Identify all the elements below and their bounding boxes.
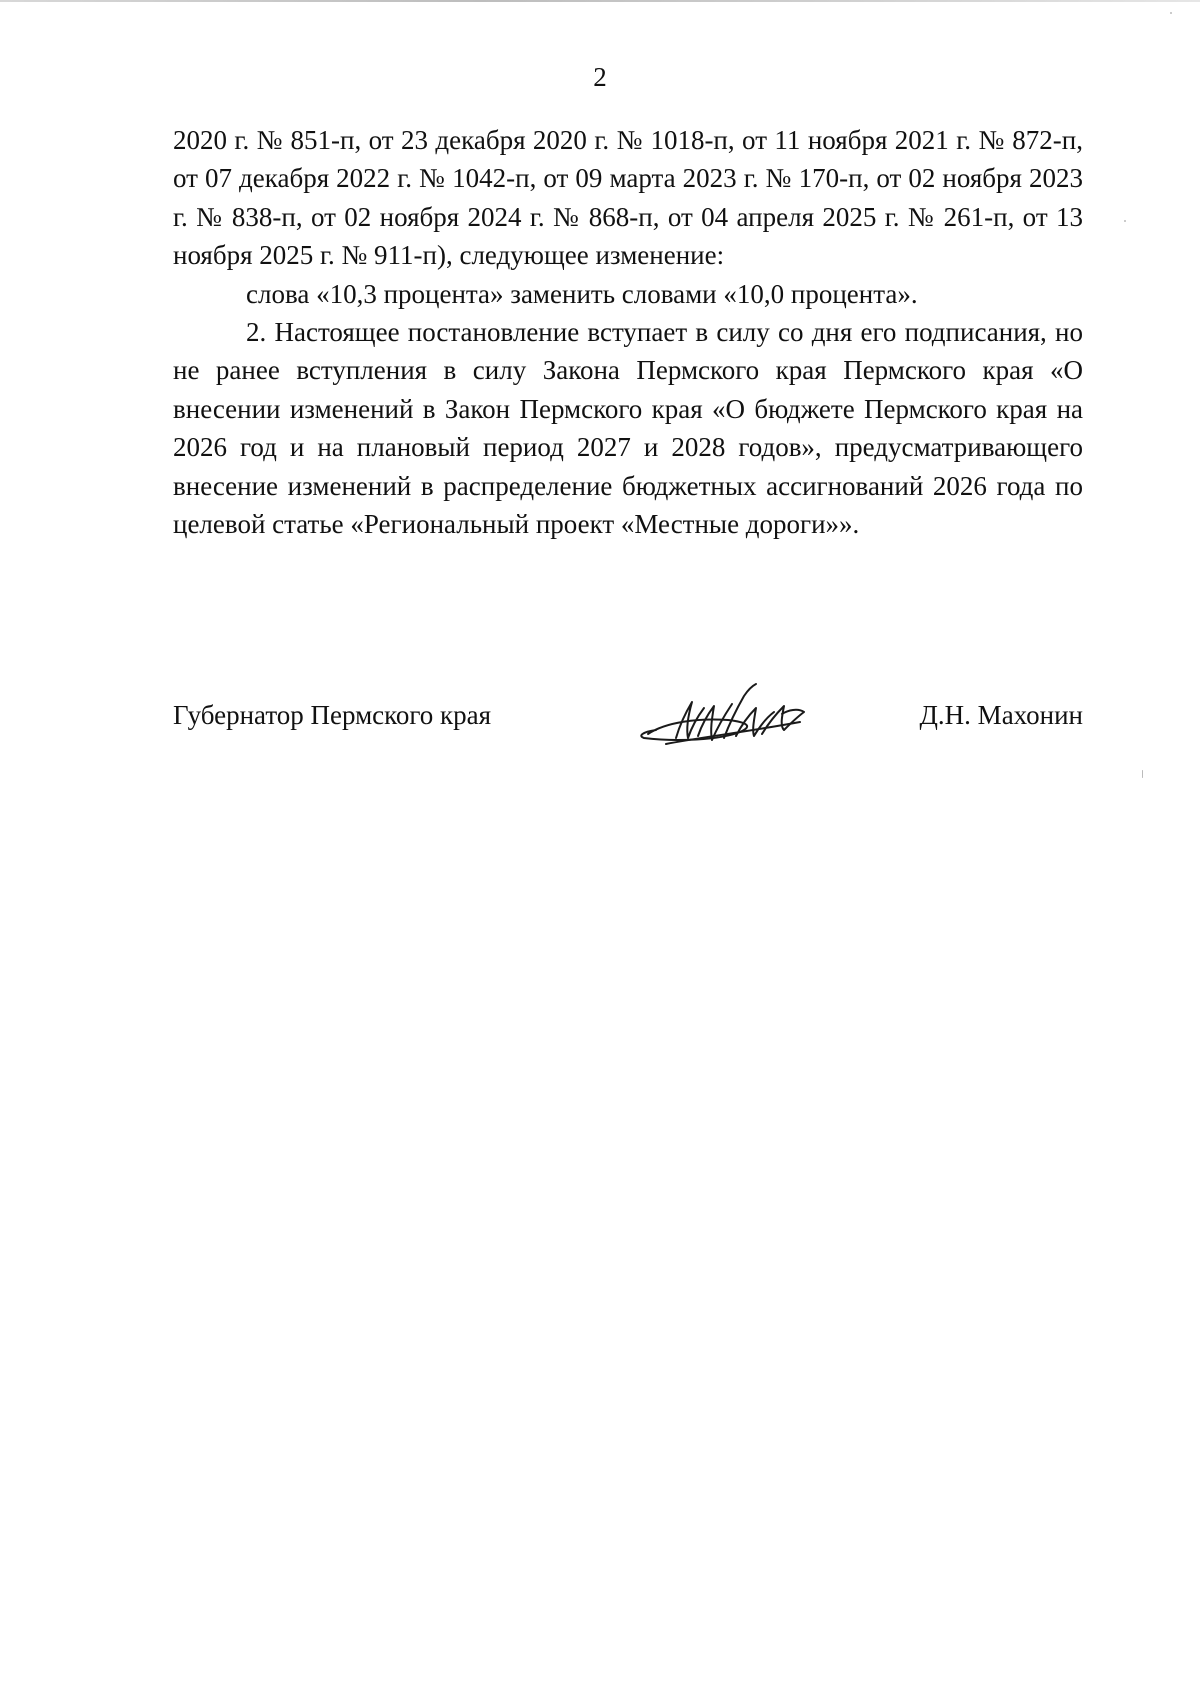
- scan-speck: [1170, 12, 1172, 14]
- paragraph-effective-date: 2. Настоящее постановление вступает в силу со дня его подписания, но не ранее вступления в силу Закона Пермского края Пермского края «О внесении изменений в Закон Пермского края «О бюджете Пермского края на 2026 год и на плановый период 2027 и 2028 годов», предусматривающего внесение изменений в распределение бюджетных ассигнований 2026 года по целевой статье «Региональный проект «Местные дороги»».: [173, 317, 1083, 540]
- document-body: [173, 121, 1083, 543]
- signer-name: Д.Н. Махонин: [919, 700, 1083, 730]
- scan-speck: [1142, 770, 1143, 778]
- signature-block: [173, 684, 1083, 764]
- paragraph-replacement: слова «10,3 процента» заменить словами «10,0 процента».: [246, 278, 918, 309]
- page-number: 2: [593, 62, 607, 92]
- paragraph-amendment-list: 2020 г. № 851-п, от 23 декабря 2020 г. № 1018-п, от 11 ноября 2021 г. № 872-п, от 07 декабря 2022 г. № 1042-п, от 09 марта 2023 г. № 170-п, от 02 ноября 2023 г. № 838-п, от 02 ноября 2024 г. № 868-п, от 04 апреля 2025 г. № 261-п, от 13 ноября 2025 г. № 911-п), следующее изменение:: [173, 125, 1083, 271]
- signer-position: Губернатор Пермского края: [173, 700, 492, 730]
- scan-speck: [1124, 220, 1126, 222]
- handwritten-signature: [636, 678, 816, 760]
- scan-edge: [0, 0, 1200, 2]
